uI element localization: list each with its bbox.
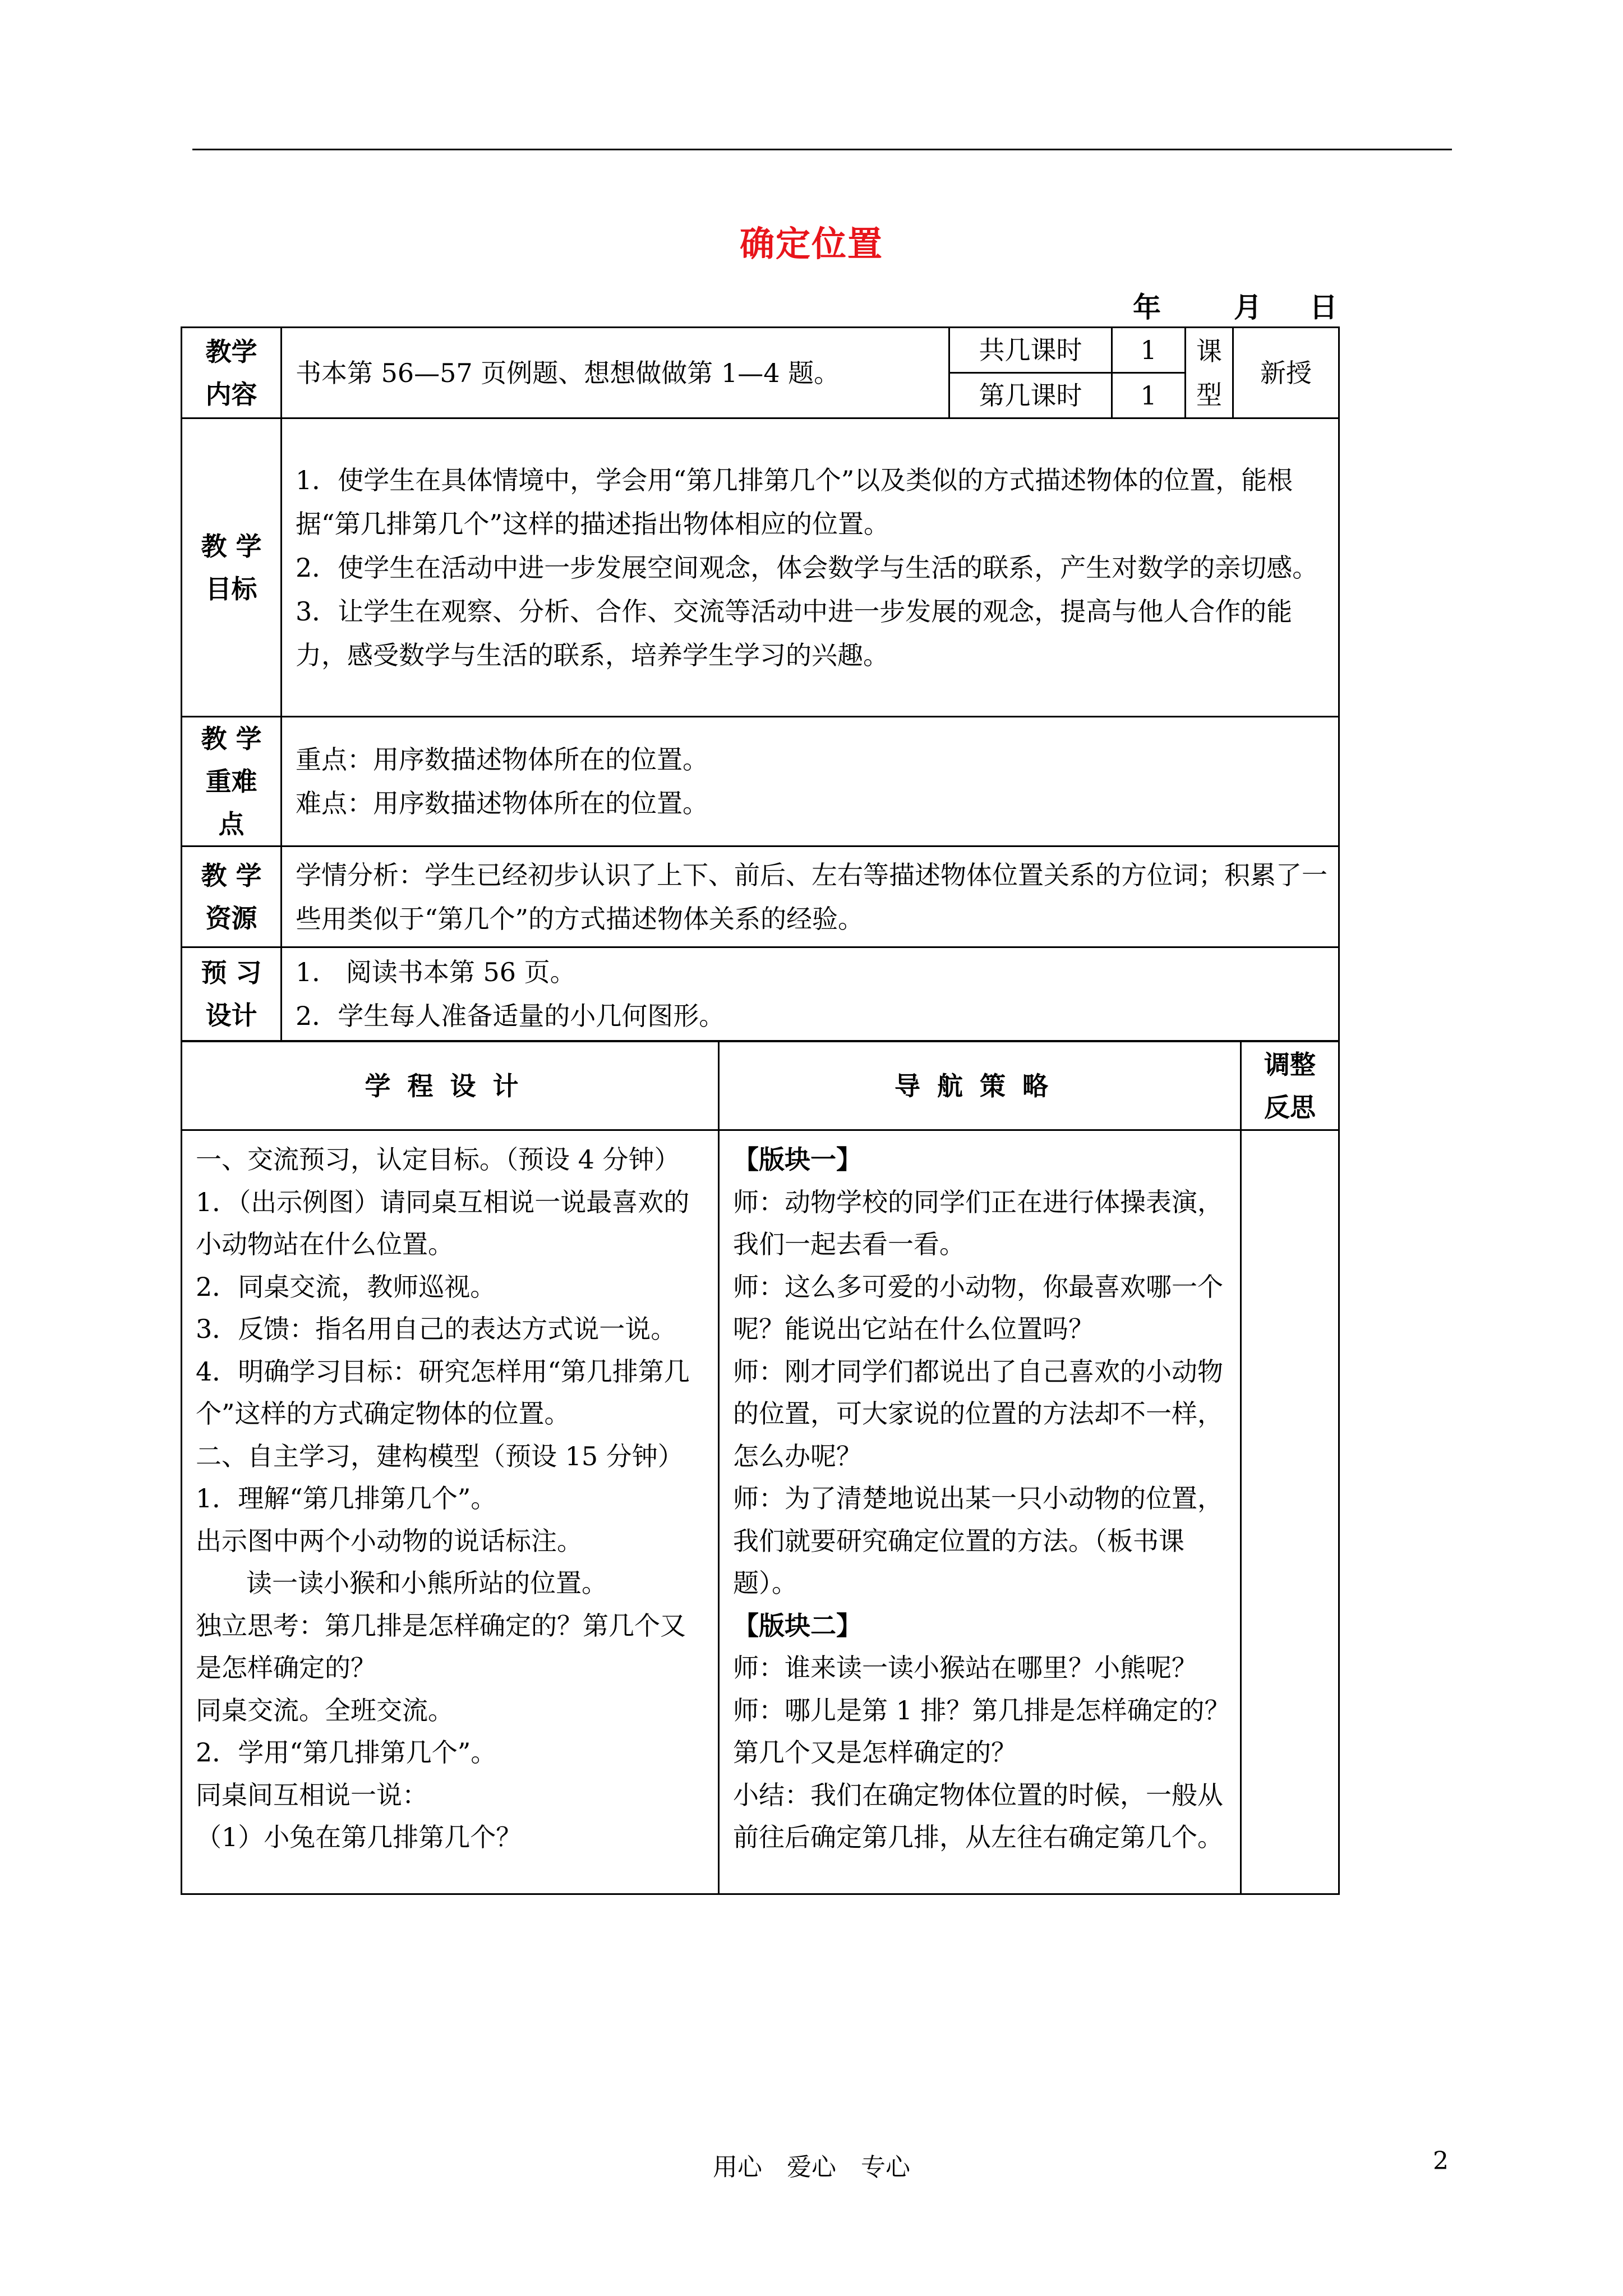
process-line: 出示图中两个小动物的说话标注。 (196, 1525, 583, 1556)
process-line: 同桌间互相说一说： (196, 1779, 428, 1810)
lesson-info-table (181, 326, 1340, 1042)
process-line: 2．同桌交流，教师巡视。 (196, 1271, 496, 1302)
focus-text: 重点：用序数描述物体所在的位置。 (296, 744, 708, 775)
process-line: 独立思考：第几排是怎样确定的？第几个又是怎样确定的？ (196, 1610, 686, 1683)
reflection-content (1241, 1130, 1339, 1894)
strategy-content (719, 1130, 1241, 1894)
goals-label: 教 学 目标 (182, 418, 282, 717)
preview-item: 1． 阅读书本第 56 页。 (296, 957, 576, 987)
current-period-label: 第几课时 (949, 373, 1112, 418)
reflection-header: 调整 反思 (1241, 1042, 1339, 1130)
preview-item: 2．学生每人准备适量的小几何图形。 (296, 1001, 725, 1031)
strategy-line: 师：动物学校的同学们正在进行体操表演，我们一起去看一看。 (733, 1186, 1223, 1259)
process-line: 4．明确学习目标：研究怎样用“第几排第几个”这样的方式确定物体的位置。 (196, 1356, 690, 1429)
process-line: （1）小兔在第几排第几个？ (196, 1822, 522, 1852)
content-text: 书本第 56—57 页例题、想想做做第 1—4 题。 (282, 328, 949, 418)
process-line: 二、自主学习，建构模型（预设 15 分钟） (196, 1441, 684, 1471)
date-year: 年 (1133, 291, 1161, 324)
lesson-type-value: 新授 (1233, 328, 1339, 418)
header-rule (192, 149, 1452, 150)
resources-label: 教 学 资源 (182, 846, 282, 947)
process-line: 1．（出示例图）请同桌互相说一说最喜欢的小动物站在什么位置。 (196, 1186, 690, 1259)
preview-label: 预 习 设计 (182, 947, 282, 1041)
total-periods-label: 共几课时 (949, 328, 1112, 373)
goal-item: 1．使学生在具体情境中，学会用“第几排第几个”以及类似的方式描述物体的位置，能根据“第几排第几个”这样的描述指出物体相应的位置。 (296, 464, 1293, 539)
strategy-line: 师：为了清楚地说出某一只小动物的位置，我们就要研究确定位置的方法。（板书课题）。 (733, 1483, 1223, 1598)
process-line: 1．理解“第几排第几个”。 (196, 1483, 497, 1513)
keypoints-content (282, 717, 1339, 846)
process-table (181, 1041, 1340, 1895)
process-line: 同桌交流。全班交流。 (196, 1695, 454, 1726)
process-line: 一、交流预习，认定目标。（预设 4 分钟） (196, 1144, 680, 1175)
date-month: 月 (1234, 291, 1262, 324)
keypoints-label: 教 学 重难 点 (182, 717, 282, 846)
strategy-line: 师：刚才同学们都说出了自己喜欢的小动物的位置，可大家说的位置的方法却不一样，怎么办呢？ (733, 1356, 1223, 1471)
section-heading: 【版块二】 (733, 1610, 862, 1641)
goal-item: 2．使学生在活动中进一步发展空间观念，体会数学与生活的联系，产生对数学的亲切感。 (296, 552, 1318, 583)
date-day: 日 (1310, 291, 1338, 324)
page-footer: 用心 爱心 专心 (713, 2153, 910, 2182)
section-heading: 【版块一】 (733, 1144, 862, 1175)
goals-content (282, 418, 1339, 717)
current-period-value: 1 (1112, 373, 1186, 418)
strategy-line: 师：哪儿是第 1 排？第几排是怎样确定的？第几个又是怎样确定的？ (733, 1695, 1230, 1768)
preview-content (282, 947, 1339, 1041)
process-line: 读一读小猴和小熊所站的位置。 (246, 1568, 607, 1598)
strategy-line: 师：这么多可爱的小动物，你最喜欢哪一个呢？能说出它站在什么位置吗？ (733, 1271, 1223, 1344)
strategy-line: 小结：我们在确定物体位置的时候，一般从前往后确定第几排，从左往右确定第几个。 (733, 1779, 1223, 1852)
process-content (182, 1130, 719, 1894)
goal-item: 3．让学生在观察、分析、合作、交流等活动中进一步发展的观念，提高与他人合作的能力，感受数学与生活的联系，培养学生学习的兴趣。 (296, 596, 1293, 670)
page-number: 2 (1433, 2147, 1449, 2175)
strategy-header: 导航策略 (719, 1042, 1241, 1130)
difficulty-text: 难点：用序数描述物体所在的位置。 (296, 788, 708, 818)
lesson-type-label: 课 型 (1186, 328, 1233, 418)
process-line: 3．反馈：指名用自己的表达方式说一说。 (196, 1314, 677, 1344)
process-line: 2．学用“第几排第几个”。 (196, 1737, 497, 1768)
process-header: 学程设计 (182, 1042, 719, 1130)
resources-content: 学情分析：学生已经初步认识了上下、前后、左右等描述物体位置关系的方位词；积累了一些用类似于“第几个”的方式描述物体关系的经验。 (282, 846, 1339, 947)
total-periods-value: 1 (1112, 328, 1186, 373)
document-title: 确定位置 (739, 223, 883, 264)
content-label: 教学 内容 (182, 328, 282, 418)
strategy-line: 师：谁来读一读小猴站在哪里？小熊呢？ (733, 1653, 1197, 1683)
